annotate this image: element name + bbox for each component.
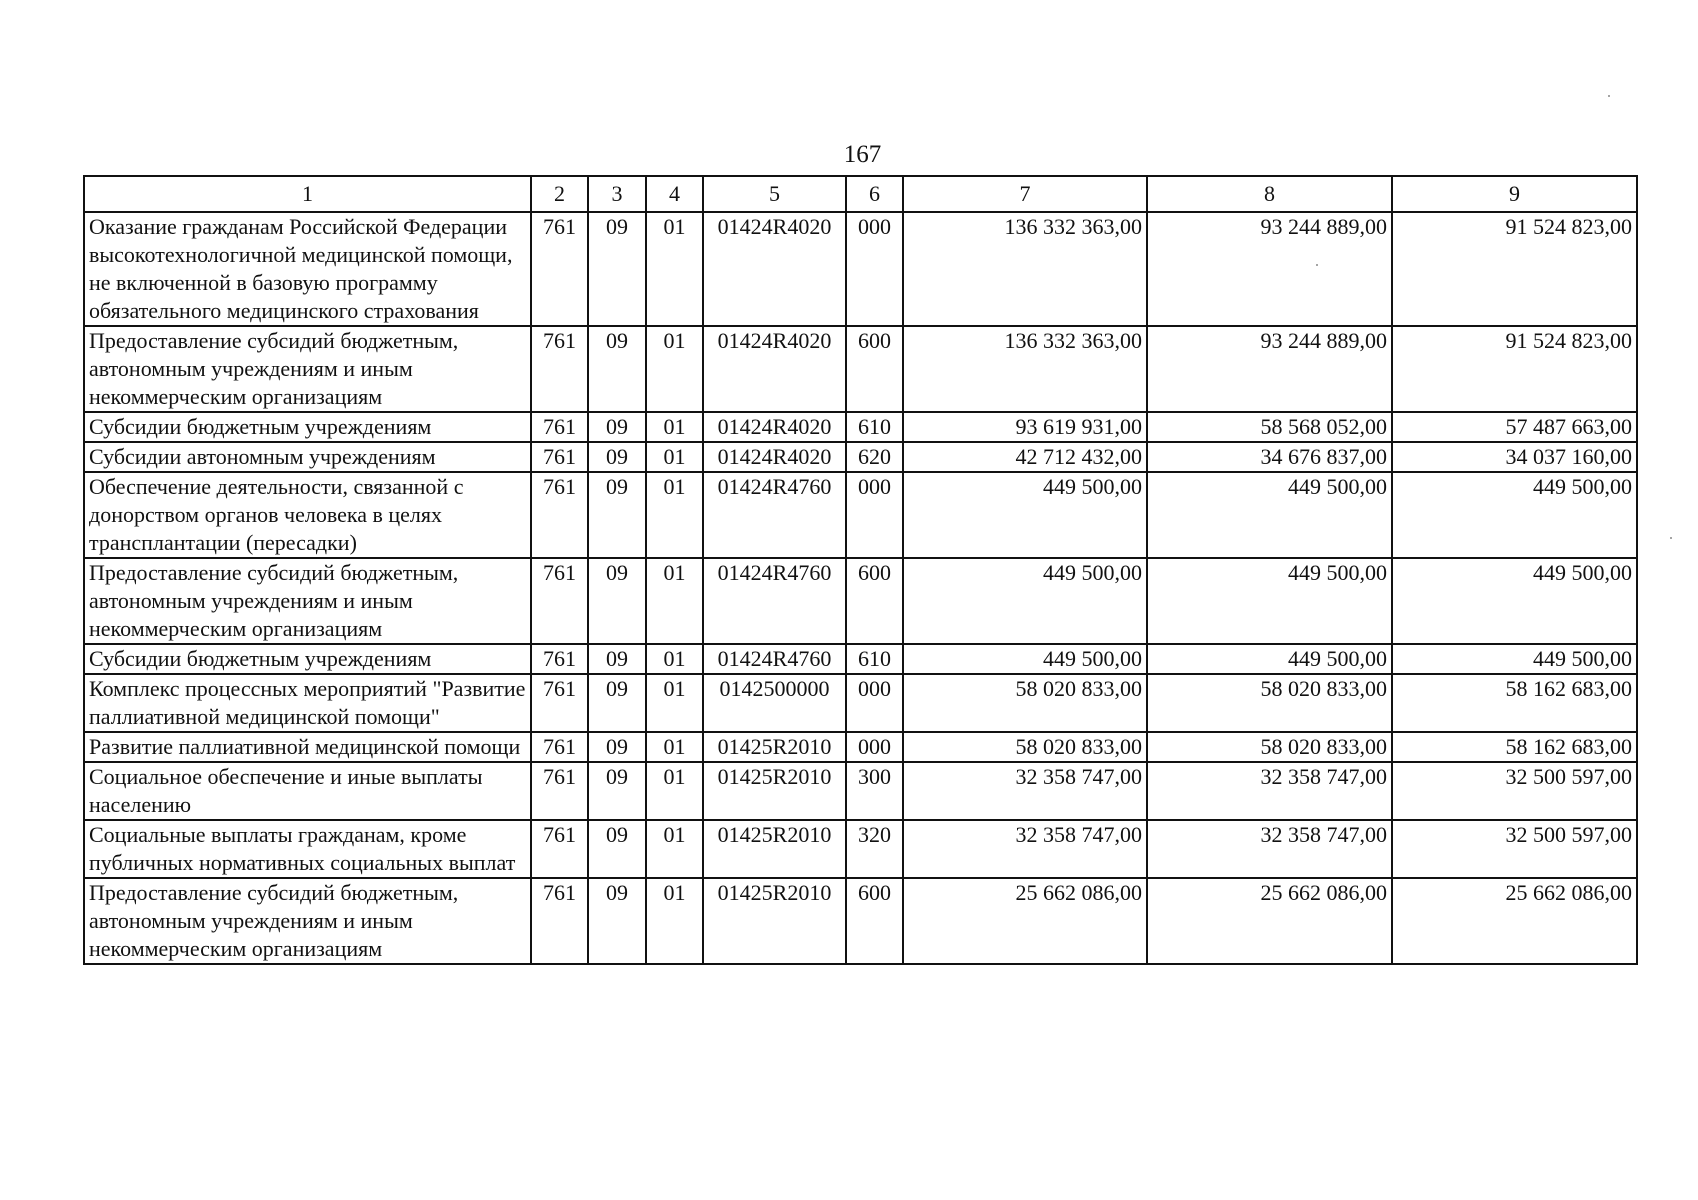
cell-col-6: 000: [846, 732, 903, 762]
row-name: Комплекс процессных мероприятий "Развитие паллиативной медицинской помощи": [84, 674, 531, 732]
header-col-1: 1: [84, 176, 531, 212]
table-row: [84, 732, 1637, 762]
cell-col-4: 01: [646, 644, 703, 674]
cell-col-6: 300: [846, 762, 903, 820]
cell-col-4: 01: [646, 558, 703, 644]
amount-col-8: 58 568 052,00: [1147, 412, 1392, 442]
cell-col-5: 01425R2010: [703, 878, 846, 964]
header-col-3: 3: [588, 176, 646, 212]
amount-col-9: 91 524 823,00: [1392, 212, 1637, 326]
row-name: Оказание гражданам Российской Федерации высокотехнологичной медицинской помощи, не включенной в базовую программу обязательного медицинского страхования: [84, 212, 531, 326]
cell-col-6: 600: [846, 558, 903, 644]
cell-col-6: 610: [846, 412, 903, 442]
cell-col-3: 09: [588, 762, 646, 820]
table-row: [84, 674, 1637, 732]
table-row: [84, 212, 1637, 326]
amount-col-9: 32 500 597,00: [1392, 762, 1637, 820]
cell-col-2: 761: [531, 326, 588, 412]
amount-col-8: 449 500,00: [1147, 472, 1392, 558]
table-header: [84, 176, 1637, 212]
cell-col-4: 01: [646, 878, 703, 964]
cell-col-3: 09: [588, 732, 646, 762]
cell-col-6: 600: [846, 878, 903, 964]
header-col-6: 6: [846, 176, 903, 212]
cell-col-5: 01425R2010: [703, 820, 846, 878]
cell-col-5: 01424R4020: [703, 326, 846, 412]
cell-col-3: 09: [588, 412, 646, 442]
cell-col-4: 01: [646, 326, 703, 412]
table-row: [84, 558, 1637, 644]
cell-col-3: 09: [588, 644, 646, 674]
cell-col-2: 761: [531, 674, 588, 732]
amount-col-7: 136 332 363,00: [903, 326, 1147, 412]
amount-col-9: 449 500,00: [1392, 558, 1637, 644]
header-col-7: 7: [903, 176, 1147, 212]
amount-col-9: 449 500,00: [1392, 472, 1637, 558]
cell-col-5: 01424R4760: [703, 644, 846, 674]
scan-speck: [1670, 537, 1672, 539]
header-row: [84, 176, 1637, 212]
amount-col-8: 58 020 833,00: [1147, 732, 1392, 762]
cell-col-5: 01424R4020: [703, 412, 846, 442]
cell-col-3: 09: [588, 878, 646, 964]
cell-col-5: 01424R4020: [703, 442, 846, 472]
amount-col-8: 93 244 889,00: [1147, 326, 1392, 412]
amount-col-7: 42 712 432,00: [903, 442, 1147, 472]
row-name: Предоставление субсидий бюджетным, автономным учреждениям и иным некоммерческим организациям: [84, 558, 531, 644]
amount-col-7: 93 619 931,00: [903, 412, 1147, 442]
cell-col-4: 01: [646, 732, 703, 762]
amount-col-8: 25 662 086,00: [1147, 878, 1392, 964]
table-row: [84, 472, 1637, 558]
amount-col-7: 136 332 363,00: [903, 212, 1147, 326]
cell-col-6: 610: [846, 644, 903, 674]
header-col-4: 4: [646, 176, 703, 212]
cell-col-6: 000: [846, 674, 903, 732]
cell-col-6: 000: [846, 212, 903, 326]
cell-col-3: 09: [588, 820, 646, 878]
scan-speck: [1608, 95, 1610, 97]
row-name: Предоставление субсидий бюджетным, автономным учреждениям и иным некоммерческим организациям: [84, 326, 531, 412]
cell-col-2: 761: [531, 442, 588, 472]
cell-col-2: 761: [531, 732, 588, 762]
cell-col-4: 01: [646, 472, 703, 558]
amount-col-9: 32 500 597,00: [1392, 820, 1637, 878]
budget-table: [83, 175, 1638, 965]
cell-col-3: 09: [588, 326, 646, 412]
page-number: 167: [843, 141, 882, 168]
table-row: [84, 644, 1637, 674]
scan-speck: [1316, 264, 1318, 266]
cell-col-2: 761: [531, 558, 588, 644]
cell-col-4: 01: [646, 674, 703, 732]
cell-col-5: 01424R4760: [703, 558, 846, 644]
cell-col-5: 01425R2010: [703, 732, 846, 762]
amount-col-7: 32 358 747,00: [903, 820, 1147, 878]
cell-col-6: 600: [846, 326, 903, 412]
header-col-2: 2: [531, 176, 588, 212]
amount-col-9: 58 162 683,00: [1392, 732, 1637, 762]
cell-col-2: 761: [531, 762, 588, 820]
cell-col-3: 09: [588, 212, 646, 326]
amount-col-7: 32 358 747,00: [903, 762, 1147, 820]
cell-col-3: 09: [588, 674, 646, 732]
row-name: Субсидии бюджетным учреждениям: [84, 644, 531, 674]
amount-col-9: 449 500,00: [1392, 644, 1637, 674]
header-col-9: 9: [1392, 176, 1637, 212]
cell-col-4: 01: [646, 212, 703, 326]
cell-col-2: 761: [531, 644, 588, 674]
row-name: Предоставление субсидий бюджетным, автономным учреждениям и иным некоммерческим организациям: [84, 878, 531, 964]
row-name: Обеспечение деятельности, связанной с донорством органов человека в целях трансплантации (пересадки): [84, 472, 531, 558]
table-row: [84, 820, 1637, 878]
amount-col-7: 58 020 833,00: [903, 732, 1147, 762]
cell-col-2: 761: [531, 212, 588, 326]
amount-col-9: 34 037 160,00: [1392, 442, 1637, 472]
table-row: [84, 412, 1637, 442]
table-row: [84, 326, 1637, 412]
amount-col-8: 93 244 889,00: [1147, 212, 1392, 326]
amount-col-7: 449 500,00: [903, 558, 1147, 644]
cell-col-5: 01424R4760: [703, 472, 846, 558]
cell-col-6: 000: [846, 472, 903, 558]
amount-col-8: 32 358 747,00: [1147, 762, 1392, 820]
cell-col-3: 09: [588, 558, 646, 644]
table-row: [84, 762, 1637, 820]
amount-col-8: 449 500,00: [1147, 644, 1392, 674]
row-name: Социальное обеспечение и иные выплаты населению: [84, 762, 531, 820]
amount-col-8: 449 500,00: [1147, 558, 1392, 644]
amount-col-7: 25 662 086,00: [903, 878, 1147, 964]
amount-col-7: 58 020 833,00: [903, 674, 1147, 732]
cell-col-3: 09: [588, 472, 646, 558]
cell-col-2: 761: [531, 878, 588, 964]
row-name: Субсидии бюджетным учреждениям: [84, 412, 531, 442]
amount-col-9: 91 524 823,00: [1392, 326, 1637, 412]
amount-col-8: 34 676 837,00: [1147, 442, 1392, 472]
row-name: Развитие паллиативной медицинской помощи: [84, 732, 531, 762]
amount-col-9: 25 662 086,00: [1392, 878, 1637, 964]
cell-col-2: 761: [531, 472, 588, 558]
amount-col-8: 58 020 833,00: [1147, 674, 1392, 732]
amount-col-9: 58 162 683,00: [1392, 674, 1637, 732]
amount-col-7: 449 500,00: [903, 472, 1147, 558]
cell-col-5: 01424R4020: [703, 212, 846, 326]
header-col-5: 5: [703, 176, 846, 212]
cell-col-4: 01: [646, 412, 703, 442]
amount-col-9: 57 487 663,00: [1392, 412, 1637, 442]
cell-col-2: 761: [531, 820, 588, 878]
cell-col-4: 01: [646, 762, 703, 820]
row-name: Субсидии автономным учреждениям: [84, 442, 531, 472]
amount-col-7: 449 500,00: [903, 644, 1147, 674]
cell-col-2: 761: [531, 412, 588, 442]
cell-col-6: 620: [846, 442, 903, 472]
amount-col-8: 32 358 747,00: [1147, 820, 1392, 878]
header-col-8: 8: [1147, 176, 1392, 212]
cell-col-4: 01: [646, 442, 703, 472]
table-body: [84, 212, 1637, 964]
cell-col-5: 01425R2010: [703, 762, 846, 820]
table-row: [84, 878, 1637, 964]
row-name: Социальные выплаты гражданам, кроме публичных нормативных социальных выплат: [84, 820, 531, 878]
cell-col-6: 320: [846, 820, 903, 878]
cell-col-4: 01: [646, 820, 703, 878]
cell-col-5: 0142500000: [703, 674, 846, 732]
cell-col-3: 09: [588, 442, 646, 472]
table-row: [84, 442, 1637, 472]
